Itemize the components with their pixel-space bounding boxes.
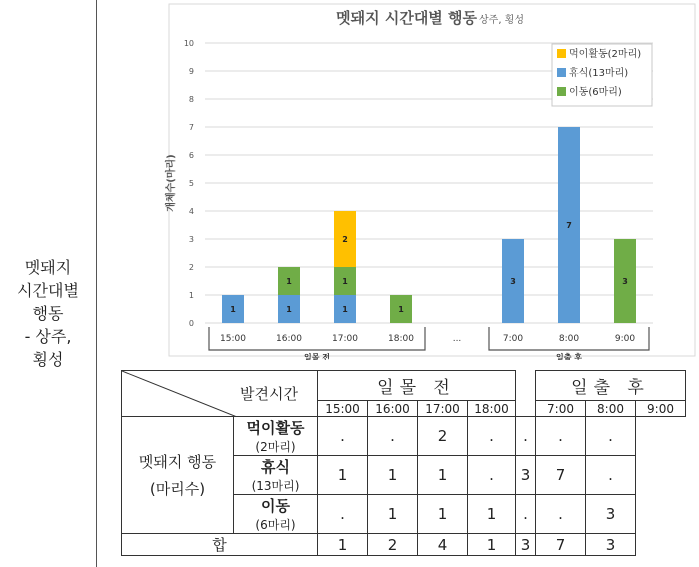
table-cell: 1 <box>418 456 468 495</box>
x-tick-label: 8:00 <box>558 334 580 344</box>
table-row-header-label: 멧돼지 행동 <box>138 453 217 471</box>
side-label-line: 시간대별 <box>17 281 79 300</box>
legend-swatch <box>557 49 566 58</box>
bar-data-label: 1 <box>342 277 348 286</box>
table-cell: . <box>468 417 516 456</box>
y-tick-label: 0 <box>188 319 194 328</box>
x-tick-label: 16:00 <box>276 334 302 344</box>
y-tick-label: 5 <box>188 179 194 188</box>
bar-chart <box>97 0 699 360</box>
bar-data-label: 3 <box>510 277 516 286</box>
legend-swatch <box>557 87 566 96</box>
bar-data-label: 1 <box>286 305 292 314</box>
bar-data-label: 7 <box>566 221 572 230</box>
table-time-header: 15:00 <box>318 401 368 417</box>
chart-subtitle: 상주, 횡성 <box>479 15 524 26</box>
side-label-line: 횡성 <box>32 350 64 369</box>
table-corner-label: 발견시간 <box>240 385 298 403</box>
behavior-count: (13마리) <box>251 479 300 493</box>
table-cell: 1 <box>468 495 516 534</box>
table-behavior-cell <box>234 417 318 456</box>
group-label: 일몰 전 <box>304 353 330 360</box>
table-cell: 3 <box>586 495 636 534</box>
left-column <box>0 0 97 567</box>
x-tick-label: 9:00 <box>614 334 636 344</box>
x-tick-label: 7:00 <box>502 334 524 344</box>
table-total-cell: 7 <box>536 534 586 556</box>
legend-swatch <box>557 68 566 77</box>
y-tick-label: 4 <box>188 207 194 216</box>
table-cell: . <box>536 417 586 456</box>
table-gap <box>516 371 536 417</box>
table-time-header: 7:00 <box>536 401 586 417</box>
table-row <box>122 417 686 456</box>
table-cell: 1 <box>418 495 468 534</box>
y-tick-label: 2 <box>188 263 194 272</box>
table-cell: 3 <box>516 456 536 495</box>
table-total-label: 합 <box>122 534 318 556</box>
table-time-header: 9:00 <box>636 401 686 417</box>
table-cell: . <box>516 417 536 456</box>
table-behavior-cell <box>234 495 318 534</box>
table-cell: 1 <box>368 456 418 495</box>
behavior-name: 이동 <box>261 497 290 515</box>
x-tick-label: ... <box>452 334 462 344</box>
bar-data-label: 1 <box>398 305 404 314</box>
table-total-cell: 3 <box>586 534 636 556</box>
table-total-cell: 3 <box>516 534 536 556</box>
y-tick-label: 6 <box>188 151 194 160</box>
side-label-line: 행동 <box>32 304 64 323</box>
table-total-cell: 2 <box>368 534 418 556</box>
side-label-line: - 상주, <box>24 327 72 346</box>
table-cell: . <box>318 495 368 534</box>
table-time-header: 8:00 <box>586 401 636 417</box>
table-row-header-unit: (마리수) <box>149 480 206 498</box>
y-tick-label: 3 <box>188 235 194 244</box>
bar-data-label: 2 <box>342 235 348 244</box>
table-cell: . <box>318 417 368 456</box>
x-tick-label: 17:00 <box>332 334 358 344</box>
y-axis-label: 개체수(마리) <box>166 154 177 212</box>
side-label <box>4 256 92 371</box>
table-total-cell: 1 <box>468 534 516 556</box>
table-cell: . <box>516 495 536 534</box>
bar-data-label: 3 <box>622 277 628 286</box>
table-time-header: 16:00 <box>368 401 418 417</box>
table-cell: . <box>586 456 636 495</box>
legend-label: 이동(6마리) <box>569 87 622 98</box>
x-tick-label: 18:00 <box>388 334 414 344</box>
behavior-name: 먹이활동 <box>246 419 305 437</box>
table-cell: . <box>368 417 418 456</box>
table-cell: . <box>536 495 586 534</box>
y-tick-label: 9 <box>188 67 194 76</box>
table-total-cell: 1 <box>318 534 368 556</box>
legend-label: 휴식(13마리) <box>569 68 629 79</box>
table-time-header: 18:00 <box>468 401 516 417</box>
y-tick-label: 1 <box>188 291 194 300</box>
table-time-header: 17:00 <box>418 401 468 417</box>
behavior-count: (6마리) <box>255 518 296 532</box>
y-tick-label: 7 <box>188 123 194 132</box>
y-tick-label: 8 <box>188 95 194 104</box>
behavior-name: 휴식 <box>261 458 290 476</box>
chart-area <box>97 0 699 360</box>
table-cell: 1 <box>368 495 418 534</box>
chart-title: 멧돼지 시간대별 행동 <box>336 9 477 27</box>
behavior-count: (2마리) <box>255 440 296 454</box>
table-total-row <box>122 534 686 556</box>
side-label-line: 멧돼지 <box>24 258 72 277</box>
table-row-header <box>122 417 234 534</box>
table-total-cell: 4 <box>418 534 468 556</box>
table-cell: . <box>586 417 636 456</box>
bar-data-label: 1 <box>342 305 348 314</box>
group-label: 일출 후 <box>556 353 582 360</box>
table-corner-cell <box>122 371 318 417</box>
bar-data-label: 1 <box>230 305 236 314</box>
legend-label: 먹이활동(2마리) <box>569 49 642 60</box>
table-behavior-cell <box>234 456 318 495</box>
table-cell: 7 <box>536 456 586 495</box>
y-tick-label: 10 <box>183 39 194 48</box>
table-cell: 2 <box>418 417 468 456</box>
x-tick-label: 15:00 <box>220 334 246 344</box>
bar-data-label: 1 <box>286 277 292 286</box>
table-group-before: 일몰 전 <box>318 371 516 401</box>
table-group-after: 일출 후 <box>536 371 686 401</box>
table-cell: 1 <box>318 456 368 495</box>
summary-table <box>121 370 686 556</box>
table-cell: . <box>468 456 516 495</box>
